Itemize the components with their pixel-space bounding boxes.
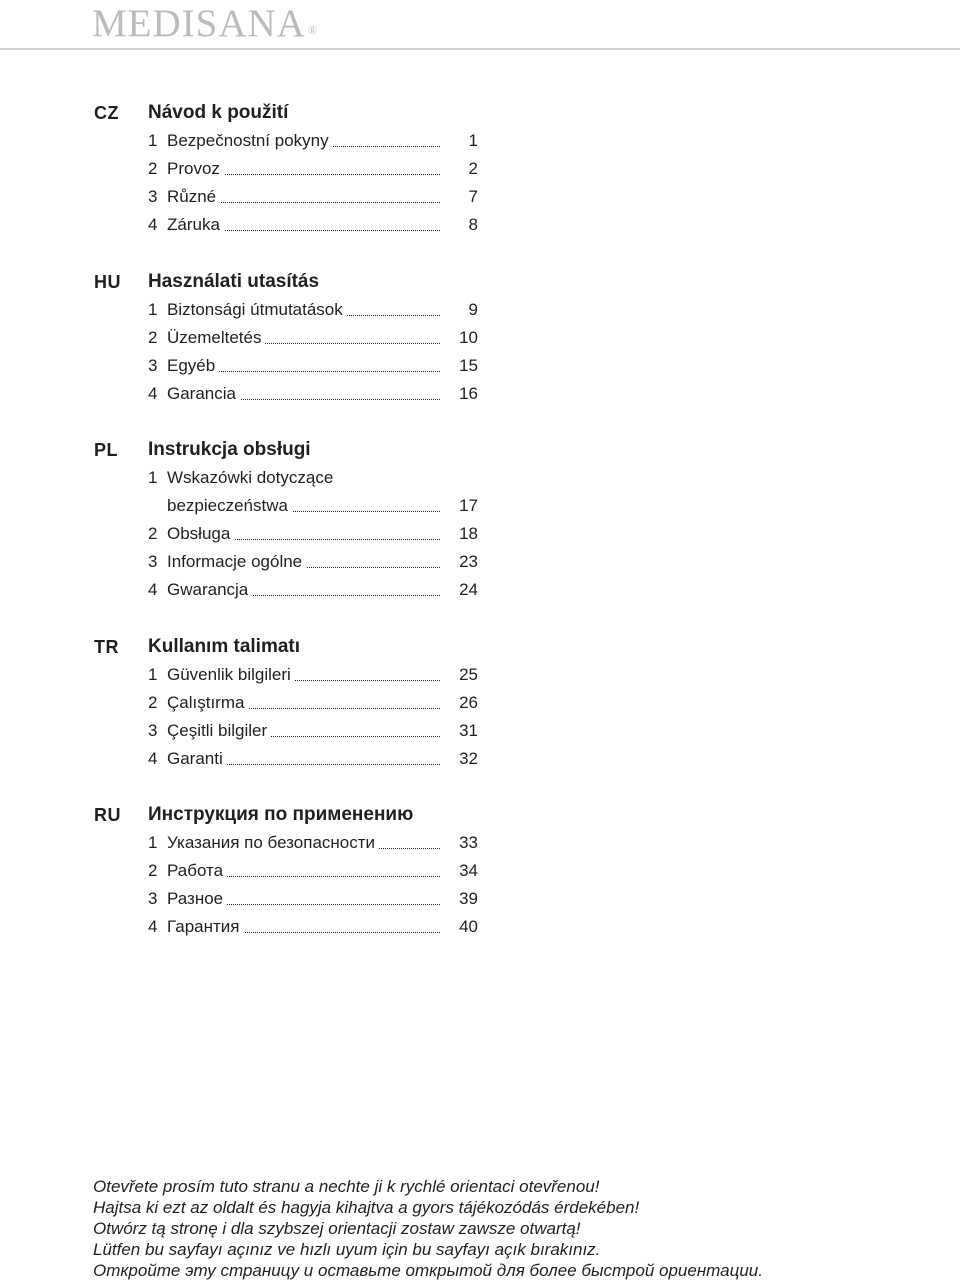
toc-entry[interactable] bbox=[148, 127, 480, 155]
toc-entry[interactable] bbox=[148, 576, 480, 604]
entry-number: 2 bbox=[148, 693, 158, 712]
entry-page-number: 26 bbox=[459, 693, 478, 712]
entry-label: Biztonsági útmutatások bbox=[167, 296, 347, 324]
entry-page-number: 7 bbox=[468, 187, 478, 206]
entry-page-number: 1 bbox=[468, 131, 478, 150]
section-title: Instrukcja obsługi bbox=[148, 439, 311, 460]
entry-label: Güvenlik bilgileri bbox=[167, 661, 295, 689]
entry-label: Разное bbox=[167, 885, 227, 913]
entry-label: Informacje ogólne bbox=[167, 548, 306, 576]
entry-page-number: 23 bbox=[459, 552, 478, 571]
entry-number: 3 bbox=[148, 889, 158, 908]
section-title: Használati utasítás bbox=[148, 271, 320, 292]
entry-label: Указания по безопасности bbox=[167, 829, 379, 857]
language-code: RU bbox=[94, 805, 121, 825]
footer-notice bbox=[93, 1176, 763, 1281]
toc-entry[interactable] bbox=[148, 857, 480, 885]
entry-page-number: 9 bbox=[468, 300, 478, 319]
section-title: Kullanım talimatı bbox=[148, 636, 301, 657]
entry-label: Garancia bbox=[167, 380, 240, 408]
toc-entry[interactable] bbox=[148, 829, 480, 857]
section-title: Инструкция по применению bbox=[148, 804, 414, 825]
header-rule bbox=[0, 48, 960, 50]
toc-entry[interactable] bbox=[148, 885, 480, 913]
toc-entry[interactable] bbox=[148, 520, 480, 548]
entry-page-number: 15 bbox=[459, 356, 478, 375]
entry-label: Wskazówki dotyczące bbox=[167, 464, 337, 492]
registered-mark: ® bbox=[307, 23, 318, 37]
language-code: HU bbox=[94, 272, 121, 292]
language-code: CZ bbox=[94, 103, 119, 123]
entry-label: Çeşitli bilgiler bbox=[167, 717, 271, 745]
entry-page-number: 8 bbox=[468, 215, 478, 234]
entry-label-continued: bezpieczeństwa bbox=[167, 492, 292, 520]
toc-entry[interactable] bbox=[148, 155, 480, 183]
entry-page-number: 17 bbox=[459, 496, 478, 515]
entry-page-number: 25 bbox=[459, 665, 478, 684]
language-code: TR bbox=[94, 637, 119, 657]
entry-page-number: 32 bbox=[459, 749, 478, 768]
toc-entry[interactable] bbox=[148, 352, 480, 380]
entry-page-number: 24 bbox=[459, 580, 478, 599]
entry-page-number: 16 bbox=[459, 384, 478, 403]
entry-number: 4 bbox=[148, 917, 158, 936]
entry-number: 1 bbox=[148, 468, 158, 487]
entry-label: Garanti bbox=[167, 745, 227, 773]
entry-label: Gwarancja bbox=[167, 576, 252, 604]
entry-label: Bezpečnostní pokyny bbox=[167, 127, 333, 155]
brand-name: MEDISANA bbox=[92, 2, 306, 45]
entry-label: Obsługa bbox=[167, 520, 234, 548]
entry-number: 2 bbox=[148, 328, 158, 347]
footer-line-hu: Hajtsa ki ezt az oldalt és hagyja kihajtva a gyors tájékozódás érdekében! bbox=[93, 1198, 640, 1217]
toc-entry[interactable] bbox=[148, 296, 480, 324]
entry-number: 1 bbox=[148, 665, 158, 684]
entry-number: 3 bbox=[148, 187, 158, 206]
toc-entry-continued[interactable] bbox=[148, 492, 480, 520]
toc-entry[interactable] bbox=[148, 464, 480, 492]
entry-label: Гарантия bbox=[167, 913, 244, 941]
footer-line-tr: Lütfen bu sayfayı açınız ve hızlı uyum için bu sayfayı açık bırakınız. bbox=[93, 1240, 601, 1259]
entry-number: 2 bbox=[148, 524, 158, 543]
entry-page-number: 39 bbox=[459, 889, 478, 908]
section-title: Návod k použití bbox=[148, 102, 289, 123]
entry-number: 1 bbox=[148, 131, 158, 150]
entry-page-number: 40 bbox=[459, 917, 478, 936]
toc-entry[interactable] bbox=[148, 689, 480, 717]
entry-label: Různé bbox=[167, 183, 220, 211]
footer-line-ru: Откройте эту страницу и оставьте открытой для более быстрой ориентации. bbox=[93, 1261, 763, 1280]
entry-number: 4 bbox=[148, 749, 158, 768]
entry-label: Работа bbox=[167, 857, 227, 885]
entry-number: 4 bbox=[148, 384, 158, 403]
entry-number: 4 bbox=[148, 215, 158, 234]
toc-entry[interactable] bbox=[148, 324, 480, 352]
entry-number: 3 bbox=[148, 356, 158, 375]
entry-page-number: 31 bbox=[459, 721, 478, 740]
entry-label: Çalıştırma bbox=[167, 689, 248, 717]
entry-page-number: 2 bbox=[468, 159, 478, 178]
toc-entry[interactable] bbox=[148, 380, 480, 408]
entry-number: 3 bbox=[148, 552, 158, 571]
toc-entry[interactable] bbox=[148, 745, 480, 773]
footer-line-pl: Otwórz tą stronę i dla szybszej orientacji zostaw zawsze otwartą! bbox=[93, 1219, 581, 1238]
entry-page-number: 10 bbox=[459, 328, 478, 347]
toc-entry[interactable] bbox=[148, 211, 480, 239]
entry-label: Provoz bbox=[167, 155, 224, 183]
entry-number: 3 bbox=[148, 721, 158, 740]
language-code: PL bbox=[94, 440, 119, 460]
toc-entry[interactable] bbox=[148, 548, 480, 576]
entry-page-number: 34 bbox=[459, 861, 478, 880]
footer-line-cz: Otevřete prosím tuto stranu a nechte ji k rychlé orientaci otevřenou! bbox=[93, 1177, 600, 1196]
toc-entry[interactable] bbox=[148, 717, 480, 745]
entry-number: 4 bbox=[148, 580, 158, 599]
entry-number: 1 bbox=[148, 833, 158, 852]
entry-label: Egyéb bbox=[167, 352, 219, 380]
toc-entry[interactable] bbox=[148, 183, 480, 211]
toc-entry[interactable] bbox=[148, 913, 480, 941]
entry-page-number: 18 bbox=[459, 524, 478, 543]
brand-logo bbox=[92, 2, 318, 46]
entry-number: 2 bbox=[148, 861, 158, 880]
toc-entry[interactable] bbox=[148, 661, 480, 689]
entry-label: Záruka bbox=[167, 211, 224, 239]
entry-label: Üzemeltetés bbox=[167, 324, 265, 352]
entry-page-number: 33 bbox=[459, 833, 478, 852]
entry-number: 1 bbox=[148, 300, 158, 319]
entry-number: 2 bbox=[148, 159, 158, 178]
